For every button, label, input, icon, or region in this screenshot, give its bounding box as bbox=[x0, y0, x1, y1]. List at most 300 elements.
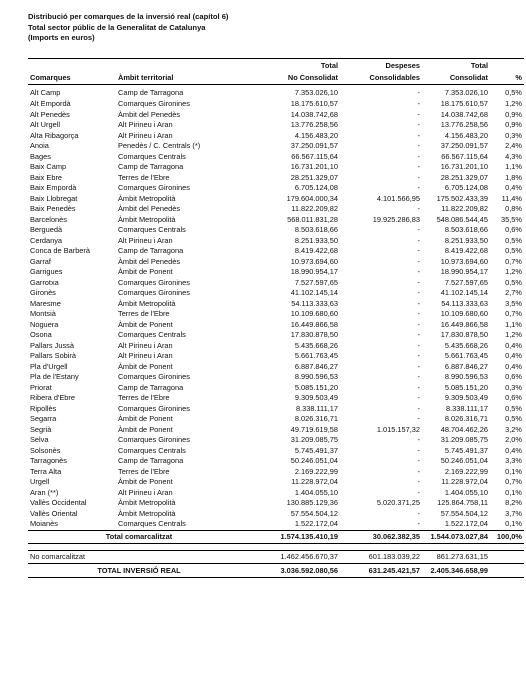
despeses-cell: - bbox=[417, 130, 420, 140]
table-row bbox=[28, 99, 524, 110]
comarca-cell: Montsià bbox=[30, 309, 56, 318]
ambit-cell: Camp de Tarragona bbox=[118, 456, 184, 465]
despeses-cell: - bbox=[417, 246, 420, 255]
table-row bbox=[28, 236, 524, 247]
pct-cell: 0,1% bbox=[505, 487, 522, 497]
ambit-cell: Terres de l'Ebre bbox=[118, 309, 170, 318]
pct-cell: 35,5% bbox=[501, 214, 522, 224]
despeses-cell: - bbox=[417, 298, 420, 308]
comarca-cell: Noguera bbox=[30, 319, 59, 329]
pct-cell: 2,7% bbox=[505, 288, 522, 297]
total-cell: 50.246.051,04 bbox=[290, 456, 338, 465]
despeses-cell: - bbox=[417, 267, 420, 276]
table-row bbox=[28, 414, 524, 425]
ambit-cell: Àmbit Metropolità bbox=[118, 193, 176, 203]
total-cell: 16.449.866,58 bbox=[290, 319, 338, 329]
report-units: (Imports en euros) bbox=[28, 33, 95, 42]
pct-cell: 0,9% bbox=[505, 120, 522, 129]
consolidat-cell: 14.038.742,68 bbox=[440, 109, 488, 119]
comarca-cell: Moianès bbox=[30, 519, 58, 528]
table-row bbox=[28, 183, 524, 194]
comarca-cell: Alt Penedès bbox=[30, 109, 70, 119]
table-row bbox=[28, 162, 524, 173]
comarca-cell: Pla de l'Estany bbox=[30, 372, 79, 381]
consolidat-cell: 18.990.954,17 bbox=[440, 267, 488, 276]
comarca-cell: Tarragonès bbox=[30, 456, 67, 465]
pct-cell: 0,4% bbox=[505, 351, 522, 360]
total-cell: 37.250.091,57 bbox=[290, 141, 338, 150]
ambit-cell: Àmbit de Ponent bbox=[118, 267, 173, 276]
ambit-cell: Comarques Centrals bbox=[118, 519, 186, 528]
consolidat-cell: 57.554.504,12 bbox=[440, 508, 488, 518]
total-inversio-row bbox=[28, 563, 524, 577]
total-cell: 8.990.596,53 bbox=[294, 372, 338, 381]
no-comarcalitzat-label: No comarcalitzat bbox=[28, 550, 250, 563]
total-cell: 5.435.668,26 bbox=[294, 340, 338, 350]
despeses-cell: - bbox=[417, 361, 420, 371]
despeses-cell: - bbox=[417, 204, 420, 213]
despeses-cell: - bbox=[417, 309, 420, 318]
total-cell: 130.885.129,36 bbox=[286, 498, 338, 507]
comarca-cell: Terra Alta bbox=[30, 466, 62, 476]
despeses-cell: - bbox=[417, 403, 420, 413]
ambit-cell: Alt Pirineu i Aran bbox=[118, 130, 173, 140]
consolidat-cell: 50.246.051,04 bbox=[440, 456, 488, 465]
ambit-cell: Camp de Tarragona bbox=[118, 246, 184, 255]
comarca-cell: Garrotxa bbox=[30, 277, 59, 287]
despeses-cell: - bbox=[417, 277, 420, 287]
total-cell: 14.038.742,68 bbox=[290, 109, 338, 119]
table-row bbox=[28, 120, 524, 131]
table-row bbox=[28, 372, 524, 383]
comarca-cell: Vallès Occidental bbox=[30, 498, 87, 507]
comarca-cell: Ribera d'Ebre bbox=[30, 393, 75, 402]
ambit-cell: Comarques Centrals bbox=[118, 330, 186, 339]
consolidat-cell: 6.887.846,27 bbox=[444, 361, 488, 371]
ambit-cell: Àmbit del Penedès bbox=[118, 109, 181, 119]
table-row bbox=[28, 488, 524, 499]
table-row bbox=[28, 246, 524, 257]
ambit-cell: Comarques Centrals bbox=[118, 445, 186, 455]
consolidat-cell: 175.502.433,39 bbox=[436, 193, 488, 203]
despeses-cell: - bbox=[417, 456, 420, 465]
pct-cell: 0,4% bbox=[505, 340, 522, 350]
ambit-cell: Àmbit de Ponent bbox=[118, 361, 173, 371]
pct-cell: 0,5% bbox=[505, 246, 522, 255]
table-row bbox=[28, 320, 524, 331]
total-cell: 8.419.422,68 bbox=[294, 246, 338, 255]
despeses-cell: - bbox=[417, 151, 420, 161]
despeses-cell: - bbox=[417, 466, 420, 476]
total-cell: 28.251.329,07 bbox=[290, 172, 338, 182]
comarca-cell: Urgell bbox=[30, 477, 50, 486]
consolidat-cell: 10.109.680,60 bbox=[440, 309, 488, 318]
comarca-cell: Pla d'Urgell bbox=[30, 361, 68, 371]
consolidat-cell: 31.209.085,75 bbox=[440, 435, 488, 444]
comarca-cell: Segarra bbox=[30, 414, 57, 423]
pct-cell: 0,5% bbox=[505, 414, 522, 423]
total-cell: 7.527.597,65 bbox=[294, 277, 338, 287]
pct-cell: 1,8% bbox=[505, 172, 522, 182]
pct-cell: 1,1% bbox=[505, 319, 522, 329]
total-cell: 11.228.972,04 bbox=[291, 477, 338, 486]
consolidat-cell: 7.353.026,10 bbox=[444, 88, 488, 98]
ambit-cell: Àmbit Metropolità bbox=[118, 298, 176, 308]
despeses-cell: - bbox=[417, 414, 420, 423]
despeses-cell: - bbox=[417, 225, 420, 234]
pct-cell: 0,5% bbox=[505, 235, 522, 245]
comarca-cell: Selva bbox=[30, 435, 49, 444]
table-row bbox=[28, 477, 524, 488]
ambit-cell: Comarques Gironines bbox=[118, 277, 190, 287]
comarca-cell: Priorat bbox=[30, 382, 52, 392]
comarca-cell: Pallars Sobirà bbox=[30, 351, 77, 360]
consolidat-cell: 48.704.462,26 bbox=[440, 424, 488, 434]
consolidat-cell: 5.745.491,37 bbox=[444, 445, 488, 455]
despeses-cell: - bbox=[417, 487, 420, 497]
pct-cell: 4,3% bbox=[505, 151, 522, 161]
despeses-cell: - bbox=[417, 288, 420, 297]
table-row bbox=[28, 204, 524, 215]
ambit-cell: Alt Pirineu i Aran bbox=[118, 340, 173, 350]
table-row bbox=[28, 309, 524, 320]
ambit-cell: Comarques Gironines bbox=[118, 403, 190, 413]
total-cell: 8.338.111,17 bbox=[295, 403, 338, 413]
comarca-cell: Segrià bbox=[30, 424, 52, 434]
ambit-cell: Àmbit de Ponent bbox=[118, 477, 173, 486]
ambit-cell: Terres de l'Ebre bbox=[118, 393, 170, 402]
despeses-cell: - bbox=[417, 382, 420, 392]
table-row bbox=[28, 425, 524, 436]
total-comarcalitzat-label: Total comarcalitzat bbox=[28, 530, 250, 543]
consolidat-cell: 66.567.115,64 bbox=[441, 151, 488, 161]
total-cell: 5.085.151,20 bbox=[294, 382, 338, 392]
pct-cell: 3,7% bbox=[505, 508, 522, 518]
table-row bbox=[28, 152, 524, 163]
table-row bbox=[28, 351, 524, 362]
report-subtitle: Total sector públic de la Generalitat de Catalunya bbox=[28, 22, 206, 32]
comarca-cell: Alt Camp bbox=[30, 88, 61, 98]
pct-cell: 8,2% bbox=[505, 498, 522, 507]
ambit-cell: Comarques Centrals bbox=[118, 151, 186, 161]
total-cell: 6.705.124,08 bbox=[294, 183, 338, 192]
total-inversio-total: 3.036.592.080,56 bbox=[250, 563, 340, 577]
pct-cell: 3,5% bbox=[505, 298, 522, 308]
table-row bbox=[28, 85, 524, 100]
table-row bbox=[28, 141, 524, 152]
col-pct: % bbox=[490, 71, 524, 85]
consolidat-cell: 7.527.597,65 bbox=[444, 277, 488, 287]
pct-cell: 0,8% bbox=[505, 204, 522, 213]
consolidat-cell: 37.250.091,57 bbox=[440, 141, 488, 150]
total-cell: 8.503.618,66 bbox=[294, 225, 338, 234]
total-inversio-label: TOTAL INVERSIÓ REAL bbox=[28, 563, 250, 577]
total-cell: 13.776.258,56 bbox=[290, 120, 338, 129]
despeses-cell: 4.101.566,95 bbox=[376, 193, 420, 203]
ambit-cell: Comarques Gironines bbox=[118, 183, 190, 192]
col-total-top: Total bbox=[250, 59, 340, 72]
despeses-cell: - bbox=[417, 183, 420, 192]
total-cell: 49.719.619,58 bbox=[290, 424, 338, 434]
total-cell: 57.554.504,12 bbox=[290, 508, 338, 518]
total-cell: 66.567.115,64 bbox=[291, 151, 338, 161]
comarca-cell: Garrigues bbox=[30, 267, 63, 276]
consolidat-cell: 125.864.758,11 bbox=[437, 498, 488, 507]
despeses-cell: - bbox=[417, 172, 420, 182]
total-cell: 8.026.316,71 bbox=[294, 414, 338, 423]
total-cell: 10.109.680,60 bbox=[290, 309, 338, 318]
ambit-cell: Comarques Gironines bbox=[118, 288, 190, 297]
consolidat-cell: 2.169.222,99 bbox=[444, 466, 488, 476]
despeses-cell: - bbox=[417, 162, 420, 171]
total-cell: 1.404.055,10 bbox=[294, 487, 338, 497]
consolidat-cell: 9.309.503,49 bbox=[444, 393, 488, 402]
pct-cell: 1,2% bbox=[505, 330, 522, 339]
table-row bbox=[28, 257, 524, 268]
despeses-cell: - bbox=[417, 340, 420, 350]
total-inversio-consolidat: 2.405.346.658,99 bbox=[422, 563, 490, 577]
comarca-cell: Alt Empordà bbox=[30, 99, 71, 108]
despeses-cell: - bbox=[417, 519, 420, 528]
col-consolidat-bottom: Consolidat bbox=[422, 71, 490, 85]
col-despeses-bottom: Consolidables bbox=[340, 71, 422, 85]
pct-cell: 1,1% bbox=[505, 162, 522, 171]
pct-cell: 3,2% bbox=[505, 424, 522, 434]
total-cell: 6.887.846,27 bbox=[294, 361, 338, 371]
consolidat-cell: 8.419.422,68 bbox=[444, 246, 488, 255]
comarca-cell: Ripollès bbox=[30, 403, 57, 413]
despeses-cell: - bbox=[417, 351, 420, 360]
ambit-cell: Àmbit Metropolità bbox=[118, 214, 176, 224]
no-comarcalitzat-row bbox=[28, 550, 524, 563]
table-row bbox=[28, 456, 524, 467]
table-row bbox=[28, 467, 524, 478]
consolidat-cell: 5.661.763,45 bbox=[444, 351, 488, 360]
no-comarcalitzat-total: 1.462.456.670,37 bbox=[250, 550, 340, 563]
consolidat-cell: 17.830.878,50 bbox=[440, 330, 488, 339]
table-row bbox=[28, 519, 524, 530]
consolidat-cell: 54.113.333,63 bbox=[441, 298, 488, 308]
ambit-cell: Alt Pirineu i Aran bbox=[118, 351, 173, 360]
ambit-cell: Àmbit del Penedès bbox=[118, 204, 181, 213]
consolidat-cell: 1.522.172,04 bbox=[444, 519, 488, 528]
ambit-cell: Comarques Centrals bbox=[118, 225, 186, 234]
comarca-cell: Pallars Jussà bbox=[30, 340, 74, 350]
pct-cell: 0,6% bbox=[505, 372, 522, 381]
ambit-cell: Àmbit de Ponent bbox=[118, 424, 173, 434]
table-row bbox=[28, 131, 524, 142]
col-ambit: Àmbit territorial bbox=[116, 71, 250, 85]
total-comarcalitzat-pct: 100,0% bbox=[490, 530, 524, 543]
total-cell: 5.661.763,45 bbox=[294, 351, 338, 360]
despeses-cell: - bbox=[417, 99, 420, 108]
table-row bbox=[28, 383, 524, 394]
comarca-cell: Gironès bbox=[30, 288, 56, 297]
total-comarcalitzat-consolidat: 1.544.073.027,84 bbox=[422, 530, 490, 543]
col-consolidat-top: Total bbox=[422, 59, 490, 72]
despeses-cell: - bbox=[417, 477, 420, 486]
consolidat-cell: 10.973.694,60 bbox=[440, 256, 488, 266]
comarca-cell: Conca de Barberà bbox=[30, 246, 90, 255]
consolidat-cell: 8.251.933,50 bbox=[444, 235, 488, 245]
consolidat-cell: 8.990.596,53 bbox=[444, 372, 488, 381]
comarca-cell: Alt Urgell bbox=[30, 120, 60, 129]
ambit-cell: Àmbit de Ponent bbox=[118, 414, 173, 423]
table-row bbox=[28, 299, 524, 310]
table-row bbox=[28, 435, 524, 446]
despeses-cell: - bbox=[417, 435, 420, 444]
total-cell: 179.604.000,34 bbox=[286, 193, 338, 203]
total-comarcalitzat-row bbox=[28, 530, 524, 543]
total-cell: 568.011.831,28 bbox=[287, 214, 338, 224]
despeses-cell: 1.015.157,32 bbox=[376, 424, 420, 434]
pct-cell: 0,5% bbox=[505, 88, 522, 98]
ambit-cell: Camp de Tarragona bbox=[118, 88, 184, 98]
consolidat-cell: 8.026.316,71 bbox=[444, 414, 488, 423]
ambit-cell: Àmbit del Penedès bbox=[118, 256, 181, 266]
ambit-cell: Comarques Gironines bbox=[118, 99, 190, 108]
pct-cell: 0,3% bbox=[505, 130, 522, 140]
comarca-cell: Bages bbox=[30, 151, 51, 161]
despeses-cell: - bbox=[417, 141, 420, 150]
pct-cell: 0,7% bbox=[505, 309, 522, 318]
despeses-cell: - bbox=[417, 372, 420, 381]
total-cell: 18.990.954,17 bbox=[290, 267, 338, 276]
consolidat-cell: 13.776.258,56 bbox=[440, 120, 488, 129]
despeses-cell: - bbox=[417, 393, 420, 402]
comarca-cell: Barcelonès bbox=[30, 214, 67, 224]
col-comarques: Comarques bbox=[28, 71, 116, 85]
pct-cell: 0,4% bbox=[505, 445, 522, 455]
despeses-cell: - bbox=[417, 235, 420, 245]
ambit-cell: Terres de l'Ebre bbox=[118, 466, 170, 476]
despeses-cell: 5.020.371,25 bbox=[376, 498, 420, 507]
comarca-cell: Cerdanya bbox=[30, 235, 63, 245]
ambit-cell: Àmbit Metropolità bbox=[118, 508, 176, 518]
col-despeses-top: Despeses bbox=[340, 59, 422, 72]
despeses-cell: - bbox=[417, 88, 420, 98]
ambit-cell: Penedès / C. Centrals (*) bbox=[118, 141, 201, 150]
table-row bbox=[28, 194, 524, 205]
ambit-cell: Alt Pirineu i Aran bbox=[118, 235, 173, 245]
table-row bbox=[28, 498, 524, 509]
comarca-cell: Berguedà bbox=[30, 225, 63, 234]
comarca-cell: Solsonès bbox=[30, 445, 61, 455]
total-cell: 4.156.483,20 bbox=[294, 130, 338, 140]
total-cell: 7.353.026,10 bbox=[294, 88, 338, 98]
total-comarcalitzat-despeses: 30.062.382,35 bbox=[340, 530, 422, 543]
pct-cell: 0,3% bbox=[505, 382, 522, 392]
despeses-cell: - bbox=[417, 120, 420, 129]
ambit-cell: Alt Pirineu i Aran bbox=[118, 487, 173, 497]
ambit-cell: Terres de l'Ebre bbox=[118, 172, 170, 182]
ambit-cell: Comarques Gironines bbox=[118, 435, 190, 444]
consolidat-cell: 11.228.972,04 bbox=[441, 477, 488, 486]
report-header bbox=[28, 12, 228, 44]
comarca-cell: Anoia bbox=[30, 141, 49, 150]
despeses-cell: - bbox=[417, 330, 420, 339]
total-cell: 17.830.878,50 bbox=[290, 330, 338, 339]
total-inversio-despeses: 631.245.421,57 bbox=[340, 563, 422, 577]
total-comarcalitzat-total: 1.574.135.410,19 bbox=[250, 530, 340, 543]
consolidat-cell: 8.338.111,17 bbox=[445, 403, 488, 413]
despeses-cell: - bbox=[417, 445, 420, 455]
total-cell: 41.102.145,14 bbox=[290, 288, 338, 297]
consolidat-cell: 1.404.055,10 bbox=[444, 487, 488, 497]
ambit-cell: Àmbit de Ponent bbox=[118, 319, 173, 329]
table-row bbox=[28, 288, 524, 299]
consolidat-cell: 16.731.201,10 bbox=[440, 162, 488, 171]
total-cell: 8.251.933,50 bbox=[294, 235, 338, 245]
total-cell: 5.745.491,37 bbox=[294, 445, 338, 455]
table-row bbox=[28, 267, 524, 278]
pct-cell: 0,1% bbox=[505, 519, 522, 528]
comarca-cell: Aran (**) bbox=[30, 487, 59, 497]
pct-cell: 1,2% bbox=[505, 99, 522, 108]
comarca-cell: Alta Ribagorça bbox=[30, 130, 79, 140]
pct-cell: 0,4% bbox=[505, 183, 522, 192]
total-cell: 16.731.201,10 bbox=[290, 162, 338, 171]
table-row bbox=[28, 362, 524, 373]
pct-cell: 0,1% bbox=[505, 466, 522, 476]
pct-cell: 0,9% bbox=[505, 109, 522, 119]
pct-cell: 3,3% bbox=[505, 456, 522, 465]
total-cell: 11.822.209,82 bbox=[291, 204, 338, 213]
ambit-cell: Camp de Tarragona bbox=[118, 382, 184, 392]
consolidat-cell: 548.086.544,45 bbox=[436, 214, 488, 224]
pct-cell: 0,5% bbox=[505, 277, 522, 287]
table-row bbox=[28, 446, 524, 457]
total-cell: 54.113.333,63 bbox=[291, 298, 338, 308]
table-row bbox=[28, 225, 524, 236]
pct-cell: 2,0% bbox=[505, 435, 522, 444]
ambit-cell: Alt Pirineu i Aran bbox=[118, 120, 173, 129]
comarca-cell: Baix Ebre bbox=[30, 172, 63, 182]
table-row bbox=[28, 173, 524, 184]
report-title: Distribució per comarques de la inversió real (capítol 6) bbox=[28, 12, 229, 21]
table-row bbox=[28, 341, 524, 352]
comarca-cell: Osona bbox=[30, 330, 52, 339]
consolidat-cell: 18.175.610,57 bbox=[440, 99, 488, 108]
consolidat-cell: 16.449.866,58 bbox=[440, 319, 488, 329]
table-row bbox=[28, 215, 524, 226]
consolidat-cell: 5.085.151,20 bbox=[444, 382, 488, 392]
investment-table bbox=[28, 58, 524, 578]
consolidat-cell: 41.102.145,14 bbox=[440, 288, 488, 297]
ambit-cell: Camp de Tarragona bbox=[118, 162, 184, 171]
pct-cell: 2,4% bbox=[505, 141, 522, 150]
comarca-cell: Baix Penedès bbox=[30, 204, 76, 213]
comarca-cell: Baix Camp bbox=[30, 162, 67, 171]
total-cell: 18.175.610,57 bbox=[290, 99, 338, 108]
consolidat-cell: 11.822.209,82 bbox=[441, 204, 488, 213]
table-row bbox=[28, 509, 524, 520]
ambit-cell: Àmbit Metropolità bbox=[118, 498, 176, 507]
comarca-cell: Maresme bbox=[30, 298, 61, 308]
pct-cell: 0,5% bbox=[505, 403, 522, 413]
total-cell: 31.209.085,75 bbox=[290, 435, 338, 444]
consolidat-cell: 5.435.668,26 bbox=[444, 340, 488, 350]
despeses-cell: 19.925.286,83 bbox=[372, 214, 420, 224]
pct-cell: 0,4% bbox=[505, 361, 522, 371]
despeses-cell: - bbox=[417, 508, 420, 518]
table-row bbox=[28, 393, 524, 404]
table-row bbox=[28, 330, 524, 341]
pct-cell: 1,2% bbox=[505, 267, 522, 276]
ambit-cell: Comarques Gironines bbox=[118, 372, 190, 381]
consolidat-cell: 6.705.124,08 bbox=[444, 183, 488, 192]
comarca-cell: Baix Llobregat bbox=[30, 193, 78, 203]
